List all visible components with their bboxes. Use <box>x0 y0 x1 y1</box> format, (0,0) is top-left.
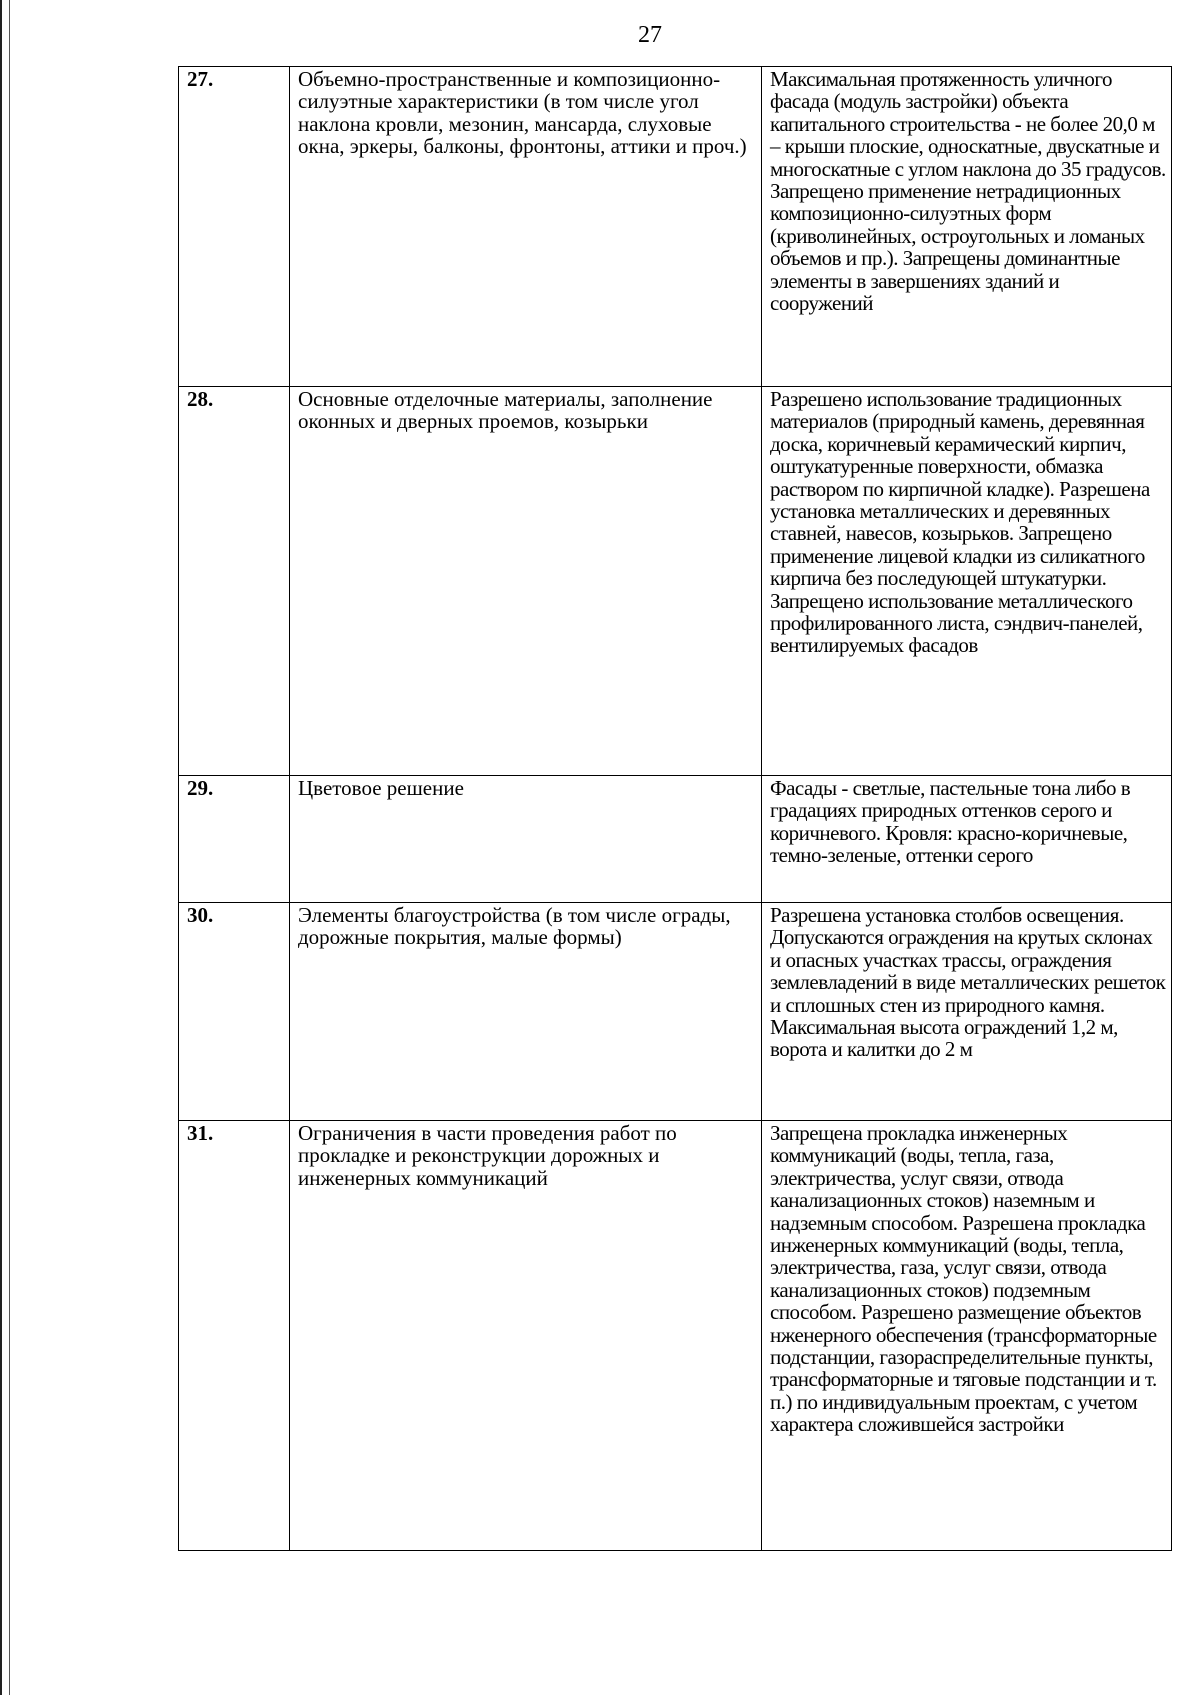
parameter-name: Объемно-пространственные и композиционно-силуэтные характеристики (в том числе угол наклона кровли, мезонин, мансарда, слуховые окна, эркеры, балконы, фронтоны, аттики и проч.) <box>290 67 762 387</box>
page-number: 27 <box>638 22 662 48</box>
parameter-value: Запрещена прокладка инженерных коммуникаций (воды, тепла, газа, электричества, услуг связи, отвода канализационных стоков) наземным и надземным способом. Разрешена прокладка инженерных коммуникаций (воды, тепла, электричества, газа, услуг связи, отвода канализационных стоков) подземным способом. Разрешено размещение объектов нженерного обеспечения (трансформаторные подстанции, газораспределительные пункты, трансформаторные и тяговые подстанции и т. п.) по индивидуальным проектам, с учетом характера сложившейся застройки <box>762 1121 1172 1551</box>
parameter-value: Разрешена установка столбов освещения. Допускаются ограждения на крутых склонах и опасных участках трассы, ограждения землевладений в виде металлических решеток и сплошных стен из природного камня. Максимальная высота ограждений 1,2 м, ворота и калитки до 2 м <box>762 903 1172 1121</box>
scan-edge-line <box>0 0 10 1695</box>
table-row <box>179 776 1172 903</box>
parameter-name: Цветовое решение <box>290 776 762 903</box>
parameter-name: Ограничения в части проведения работ по прокладке и реконструкции дорожных и инженерных коммуникаций <box>290 1121 762 1551</box>
row-number: 31. <box>179 1121 290 1551</box>
table-row <box>179 387 1172 776</box>
table-row <box>179 67 1172 387</box>
row-number: 29. <box>179 776 290 903</box>
table-row <box>179 903 1172 1121</box>
table-row <box>179 1121 1172 1551</box>
parameter-name: Основные отделочные материалы, заполнение оконных и дверных проемов, козырьки <box>290 387 762 776</box>
row-number: 28. <box>179 387 290 776</box>
parameter-value: Разрешено использование традиционных материалов (природный камень, деревянная доска, коричневый керамический кирпич, оштукатуренные поверхности, обмазка раствором по кирпичной кладке). Разрешена установка металлических и деревянных ставней, навесов, козырьков. Запрещено применение лицевой кладки из силикатного кирпича без последующей штукатурки. Запрещено использование металлического профилированного листа, сэндвич-панелей, вентилируемых фасадов <box>762 387 1172 776</box>
parameter-name: Элементы благоустройства (в том числе ограды, дорожные покрытия, малые формы) <box>290 903 762 1121</box>
row-number: 27. <box>179 67 290 387</box>
row-number: 30. <box>179 903 290 1121</box>
regulations-table <box>178 66 1172 1551</box>
parameter-value: Максимальная протяженность уличного фасада (модуль застройки) объекта капитального строительства - не более 20,0 м – крыши плоские, односкатные, двускатные и многоскатные с углом наклона до 35 градусов. Запрещено применение нетрадиционных композиционно-силуэтных форм (криволинейных, остроугольных и ломаных объемов и пр.). Запрещены доминантные элементы в завершениях зданий и сооружений <box>762 67 1172 387</box>
parameter-value: Фасады - светлые, пастельные тона либо в градациях природных оттенков серого и коричневого. Кровля: красно-коричневые, темно-зеленые, оттенки серого <box>762 776 1172 903</box>
